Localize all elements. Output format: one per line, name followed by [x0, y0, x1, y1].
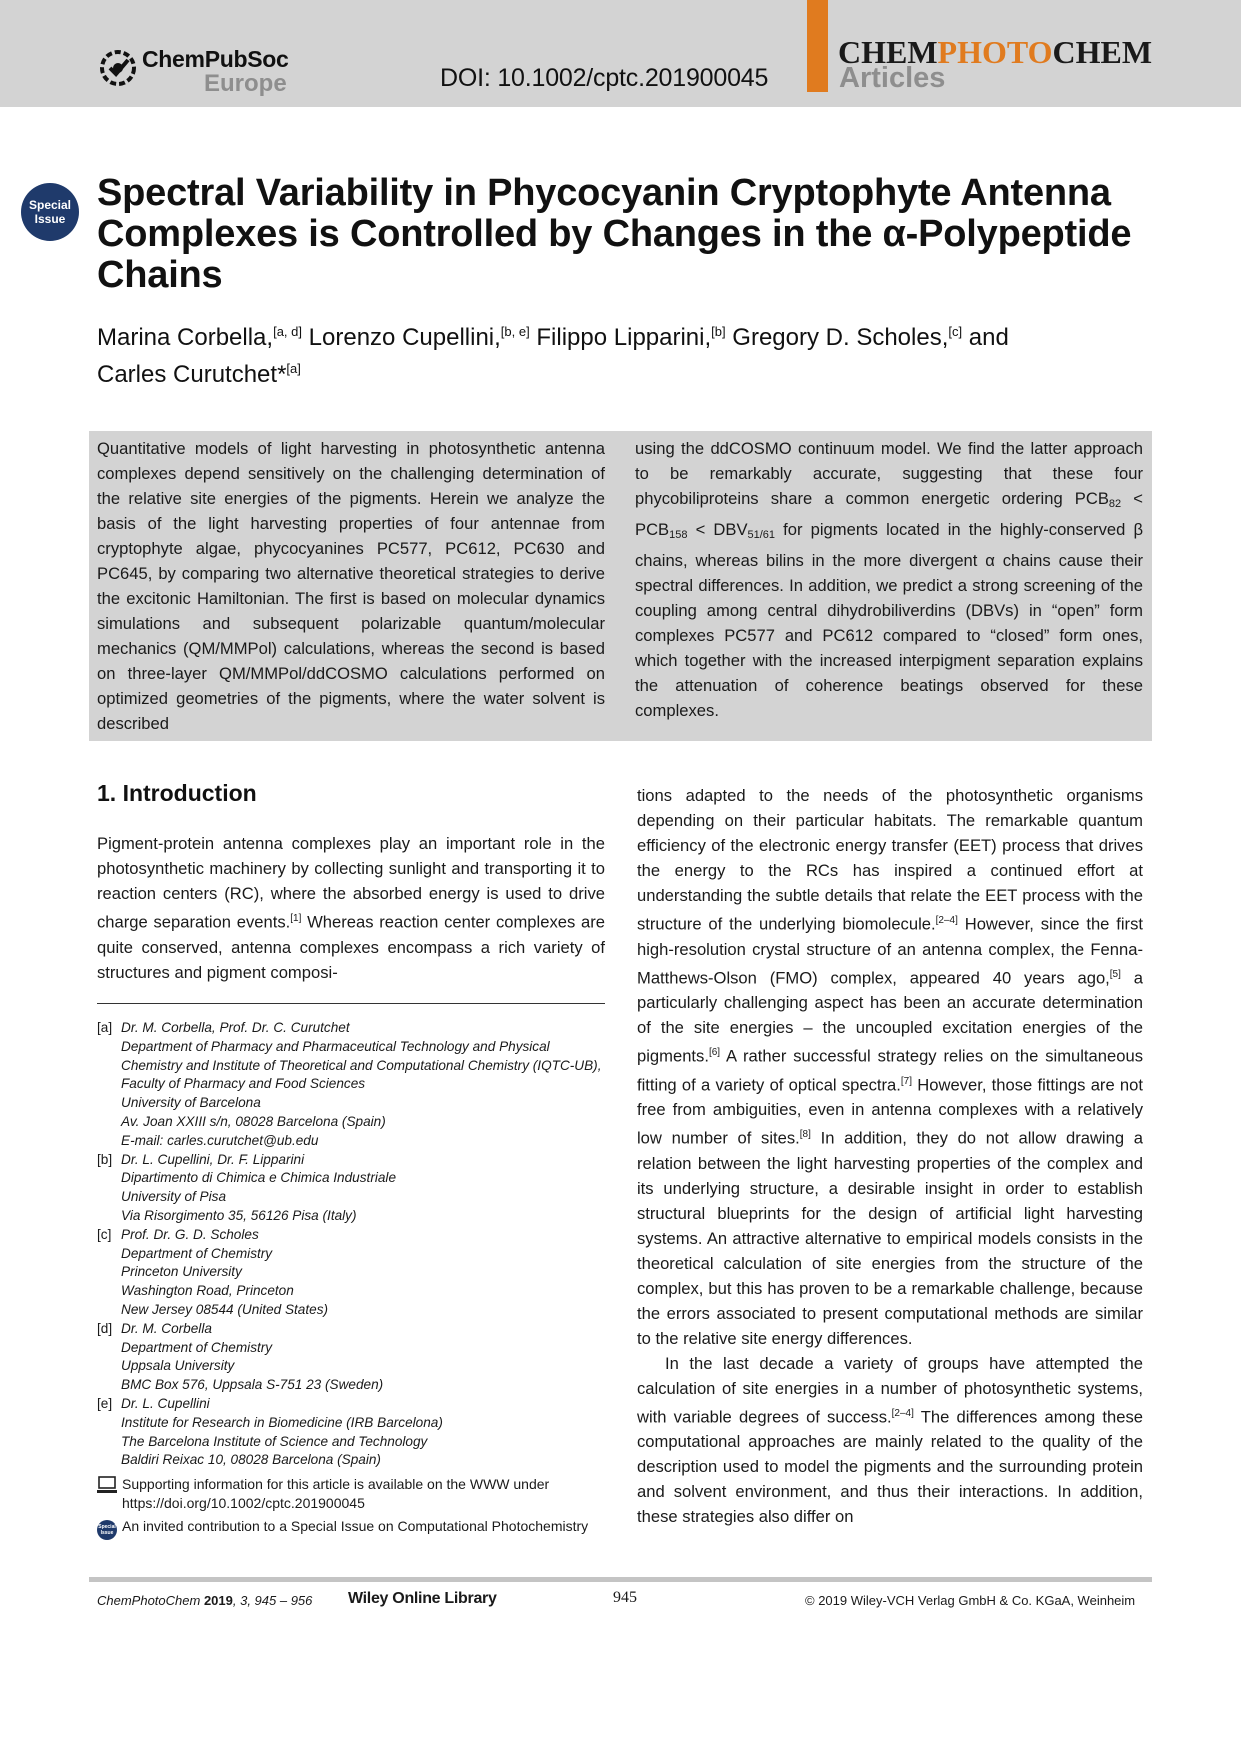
author-affiliation: [a] — [286, 361, 301, 376]
affiliation-line: Department of Pharmacy and Pharmaceutical Technology and Physical Chemistry and Institute of Theoretical and Computational Chemistry (IQTC-UB), Faculty of Pharmacy and Food Sciences — [121, 1038, 602, 1092]
citation-link[interactable]: [6] — [708, 1047, 721, 1059]
author-affiliation: [b] — [711, 324, 726, 339]
affiliation-key: [c] — [97, 1226, 112, 1242]
computer-icon — [97, 1476, 117, 1494]
affiliation-line: Baldiri Reixac 10, 08028 Barcelona (Spain) — [121, 1452, 381, 1468]
special-issue-text: An invited contribution to a Special Issue on Computational Photochemistry — [122, 1518, 589, 1534]
body-text: However, since the first high-resolution crystal structure of an antenna complex, the Fenna-Matthews-Olson (FMO) complex, appeared 40 years ago, — [637, 914, 1143, 988]
abstract-left-column: Quantitative models of light harvesting in photosynthetic antenna complexes depend sensitively on the challenging determination of the relative site energies of the pigments. Herein we analyze the basis of the light harvesting properties of four antennae from cryptophyte algae, phycocyanines PC577, PC612, PC630 and PC645, by comparing two alternative theoretical strategies to derive the excitonic Hamiltonian. The first is based on molecular dynamics simulations and subsequent polarizable quantum/molecular mechanics (QM/MMPol) calculations, whereas the second is based on three-layer QM/MMPol/ddCOSMO calculations performed on optimized geometries of the pigments, where the water solvent is described — [97, 439, 605, 733]
publisher-region: Europe — [204, 70, 287, 97]
abstract-text: using the ddCOSMO continuum model. We find the latter approach to be remarkably accurate, suggesting that these four phycobiliproteins share a common energetic ordering PCB — [635, 439, 1143, 508]
body-text: In the last decade a variety of groups have attempted the calculation of site energies in a number of photosynthetic systems, with variable degrees of success. — [637, 1353, 1143, 1427]
badge-line: Special — [28, 198, 72, 212]
section-label: Articles — [839, 62, 946, 94]
affiliation-footnotes — [97, 1019, 605, 1470]
affiliation-line: Av. Joan XXIII s/n, 08028 Barcelona (Spain) — [121, 1113, 386, 1129]
affiliation-line: New Jersey 08544 (United States) — [121, 1301, 329, 1317]
affiliation-line: Dr. L. Cupellini — [121, 1395, 210, 1411]
affiliation-entry — [97, 1226, 605, 1320]
accent-bar — [807, 0, 828, 92]
body-text: In addition, they do not allow drawing a relation between the light harvesting properties of the complex and its underlying structure, a desirable insight in order to establish structural blueprints for the design of artificial light harvesting systems. An attractive alternative to empirical models consists in the theoretical calculation of site energies from the structure of the complex, but this has proven to be a remarkable challenge, because the errors associated to present computational methods are similar to the relative site energy differences. — [637, 1128, 1143, 1348]
body-text: Whereas reaction center complexes are quite conserved, antenna complexes encompass a rich variety of structures and pigment composi- — [97, 912, 606, 982]
citation-link[interactable]: [5] — [1109, 968, 1121, 980]
affiliation-line: University of Pisa — [121, 1189, 227, 1205]
footer-volume-pages: , 3, 945 – 956 — [232, 1593, 313, 1608]
intro-right-column — [637, 783, 1143, 1529]
affiliation-line: Institute for Research in Biomedicine (IRB Barcelona) — [121, 1414, 443, 1430]
intro-left-column — [97, 831, 605, 985]
affiliation-entry — [97, 1395, 605, 1470]
affiliation-line: Via Risorgimento 35, 56126 Pisa (Italy) — [121, 1207, 357, 1223]
affiliation-line: University of Barcelona — [121, 1095, 261, 1111]
page-number: 945 — [613, 1589, 637, 1606]
journal-name-part: CHEM — [838, 34, 938, 70]
body-text: The differences among these computational approaches are mainly related to the quality of the description used to model the pigments and the surrounding protein and solvent environment, and thus their interactions. In addition, these strategies also differ on — [637, 1407, 1144, 1527]
paragraph — [637, 783, 1143, 1351]
citation-footer — [97, 1593, 312, 1608]
special-issue-badge — [21, 183, 79, 241]
citation-link[interactable]: [8] — [799, 1129, 811, 1141]
affiliation-key: [d] — [97, 1320, 113, 1336]
affiliation-line: Dr. M. Corbella — [121, 1320, 212, 1336]
publisher-name: ChemPubSoc — [142, 46, 289, 72]
affiliation-line: Dr. M. Corbella, Prof. Dr. C. Curutchet — [121, 1020, 350, 1035]
body-text: a particularly challenging aspect has been an accurate determination of the site energies – the uncoupled excitation energies of the pigments. — [637, 968, 1143, 1066]
article-title: Spectral Variability in Phycocyanin Cryptophyte Antenna Complexes is Controlled by Changes in the α-Polypeptide Chains — [97, 172, 1132, 296]
journal-name-highlight: PHOTO — [937, 34, 1053, 70]
affiliation-line: Uppsala University — [121, 1358, 235, 1374]
footer-journal: ChemPhotoChem — [97, 1593, 201, 1608]
footer-divider — [89, 1577, 1152, 1582]
copyright-notice: © 2019 Wiley-VCH Verlag GmbH & Co. KGaA, Weinheim — [805, 1593, 1136, 1608]
author-name[interactable]: Filippo Lipparini, — [536, 324, 712, 351]
chempubsoc-logo-icon — [98, 48, 138, 88]
subscript: 82 — [1108, 498, 1122, 510]
affiliation-line: Department of Chemistry — [121, 1339, 273, 1355]
body-text: Pigment-protein antenna complexes play an important role in the photosynthetic machinery by collecting sunlight and transporting it to reaction centers (RC), where the absorbed energy is used to drive charge separation events. — [97, 834, 605, 932]
supporting-info-text[interactable]: Supporting information for this article is available on the WWW under https://doi.org/10.1002/cptc.201900045 — [122, 1476, 550, 1511]
abstract-text: < DBV — [687, 520, 748, 539]
author-name[interactable]: Carles Curutchet* — [97, 361, 287, 388]
abstract-text: < PCB — [635, 489, 1143, 539]
journal-name-part: CHEM — [1052, 34, 1153, 70]
section-heading: 1. Introduction — [97, 780, 257, 806]
affiliation-line: Washington Road, Princeton — [121, 1283, 294, 1299]
footer-year: 2019 — [203, 1593, 233, 1608]
footnote-divider — [97, 1003, 605, 1004]
badge-line: Issue — [34, 212, 66, 226]
affiliation-entry — [97, 1320, 605, 1395]
affiliation-line: Department of Chemistry — [121, 1245, 273, 1261]
author-affiliation: [b, e] — [500, 324, 530, 339]
body-text: A rather successful strategy relies on the simultaneous fitting of a variety of optical spectra. — [637, 1046, 1143, 1095]
abstract-text: for pigments located in the highly-conserved β chains, whereas bilins in the more divergent α chains cause their spectral differences. In addition, we predict a strong screening of the coupling among central dihydrobiliverdins (DBVs) in “open” form complexes PC577 and PC612 compared to “closed” form ones, which together with the increased interpigment separation explains the attenuation of coherence beatings observed for these complexes. — [635, 520, 1143, 720]
affiliation-line: Dipartimento di Chimica e Chimica Industriale — [121, 1170, 397, 1186]
abstract-right-column — [635, 436, 1143, 723]
paragraph — [637, 1351, 1143, 1530]
wiley-online-library-link[interactable]: Wiley Online Library — [348, 1590, 497, 1607]
citation-link[interactable]: [2–4] — [935, 915, 958, 926]
body-text: However, those fittings are not free from ambiguities, even in antenna complexes with a relatively low number of sites. — [637, 1075, 1143, 1148]
author-separator: and — [962, 324, 1009, 351]
special-issue-mini-badge — [97, 1520, 117, 1540]
affiliation-key: [e] — [97, 1395, 113, 1411]
affiliation-entry — [97, 1151, 605, 1226]
author-name[interactable]: Lorenzo Cupellini, — [308, 324, 501, 351]
author-name[interactable]: Gregory D. Scholes, — [732, 324, 949, 351]
citation-link[interactable]: [1] — [290, 913, 302, 924]
affiliation-line: The Barcelona Institute of Science and Technology — [121, 1433, 428, 1449]
email-link[interactable]: E-mail: carles.curutchet@ub.edu — [121, 1132, 319, 1148]
affiliation-key: [a] — [97, 1020, 113, 1035]
body-text: tions adapted to the needs of the photosynthetic organisms depending on their particular habitats. The remarkable quantum efficiency of the electronic energy transfer (EET) process that drives the energy to the RCs has inspired a continued effort at understanding the subtle details that relate the EET process with the structure of the underlying biomolecule. — [637, 786, 1143, 934]
doi-link[interactable]: DOI: 10.1002/cptc.201900045 — [440, 64, 769, 92]
author-list — [97, 316, 1157, 390]
affiliation-key: [b] — [97, 1151, 113, 1167]
affiliation-line: Prof. Dr. G. D. Scholes — [121, 1226, 259, 1242]
mini-badge-line: Special — [98, 1524, 116, 1530]
page-header — [0, 0, 1241, 107]
affiliation-entry — [97, 1019, 605, 1151]
affiliation-line: Princeton University — [121, 1264, 242, 1280]
author-affiliation: [c] — [948, 324, 963, 339]
affiliation-line: Dr. L. Cupellini, Dr. F. Lipparini — [121, 1151, 305, 1167]
citation-link[interactable]: [7] — [900, 1075, 913, 1087]
affiliation-line: BMC Box 576, Uppsala S-751 23 (Sweden) — [121, 1377, 384, 1393]
subscript: 51/61 — [747, 529, 776, 541]
author-name[interactable]: Marina Corbella, — [97, 324, 274, 351]
mini-badge-line: Issue — [100, 1530, 114, 1536]
author-affiliation: [a, d] — [273, 324, 302, 339]
citation-link[interactable]: [2–4] — [891, 1407, 914, 1419]
subscript: 158 — [669, 529, 688, 541]
author-separator — [302, 324, 309, 351]
